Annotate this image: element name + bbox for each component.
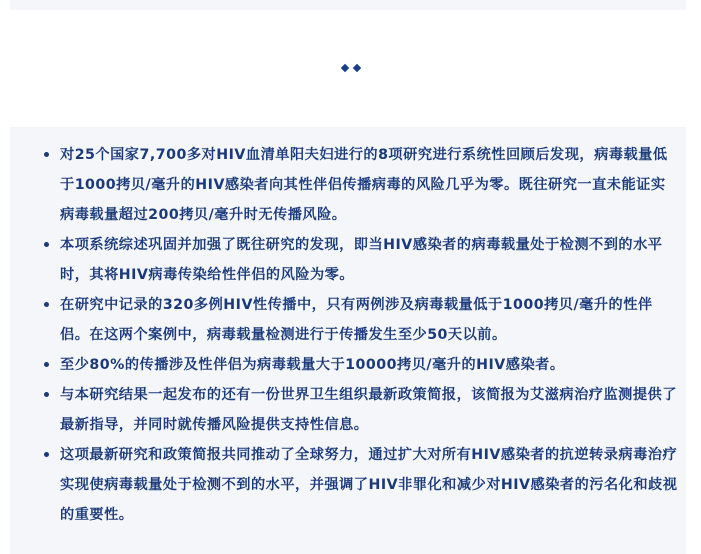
list-item-text: 本项系统综述巩固并加强了既往研究的发现，即当HIV感染者的病毒载量处于检测不到的水平时，其将HIV病毒传染给性伴侣的风险为零。 xyxy=(60,237,663,283)
list-item xyxy=(60,140,678,230)
list-item xyxy=(60,380,678,440)
list-item-text: 与本研究结果一起发布的还有一份世界卫生组织最新政策简报，该简报为艾滋病治疗监测提供了最新指导，并同时就传播风险提供支持性信息。 xyxy=(60,387,677,433)
diamond-icon xyxy=(340,64,348,72)
bullet-icon xyxy=(44,362,49,367)
bullet-icon xyxy=(44,302,49,307)
list-item-text: 在研究中记录的320多例HIV性传播中，只有两例涉及病毒载量低于1000拷贝/毫升的性伴侣。在这两个案例中，病毒载量检测进行于传播发生至少50天以前。 xyxy=(60,297,653,343)
list-item-text: 对25个国家7,700多对HIV血清单阳夫妇进行的8项研究进行系统性回顾后发现，病毒载量低于1000拷贝/毫升的HIV感染者向其性伴侣传播病毒的风险几乎为零。既往研究一直未能证实病毒载量超过200拷贝/毫升时无传播风险。 xyxy=(60,147,668,223)
bullet-icon xyxy=(44,152,49,157)
list-item xyxy=(60,440,678,530)
bullet-icon xyxy=(44,392,49,397)
key-points-panel xyxy=(10,127,686,554)
section-divider xyxy=(0,60,701,76)
key-points-list xyxy=(10,127,686,530)
bullet-icon xyxy=(44,452,49,457)
list-item xyxy=(60,230,678,290)
list-item xyxy=(60,350,678,380)
list-item-text: 这项最新研究和政策简报共同推动了全球努力，通过扩大对所有HIV感染者的抗逆转录病毒治疗实现使病毒载量处于检测不到的水平，并强调了HIV非罪化和减少对HIV感染者的污名化和歧视的重要性。 xyxy=(60,447,678,523)
top-panel-edge xyxy=(10,0,686,10)
bullet-icon xyxy=(44,242,49,247)
list-item-text: 至少80%的传播涉及性伴侣为病毒载量大于10000拷贝/毫升的HIV感染者。 xyxy=(60,357,565,373)
diamond-icon xyxy=(352,64,360,72)
list-item xyxy=(60,290,678,350)
